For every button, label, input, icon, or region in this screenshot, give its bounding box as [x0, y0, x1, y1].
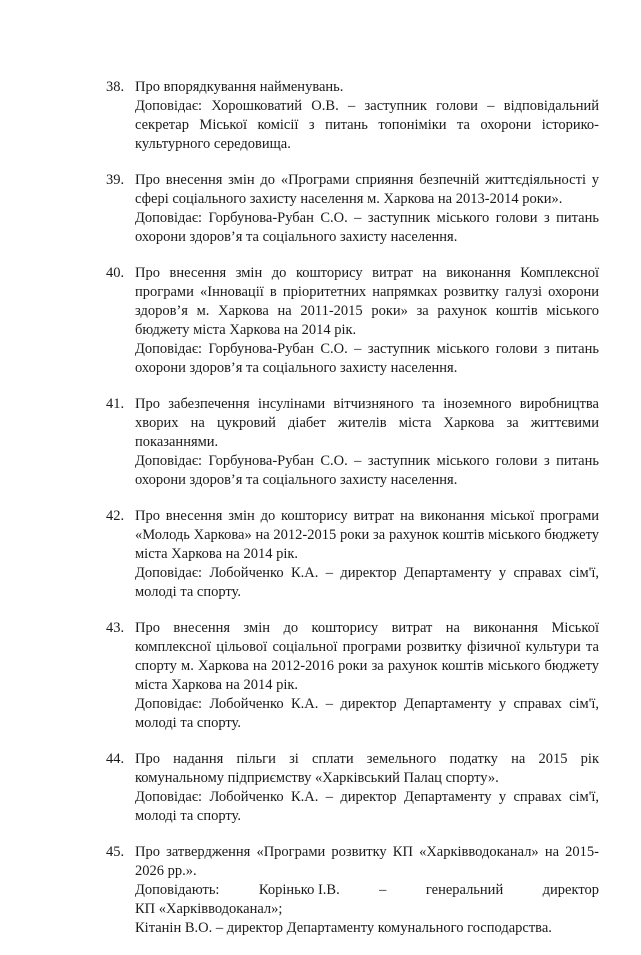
item-title: Про надання пільги зі сплати земельного податку на 2015 рік комунальному підприємству «Харківський Палац спорту». — [135, 751, 599, 786]
item-number: 45. — [106, 844, 125, 860]
speaker1-position-word1: генеральний — [425, 882, 504, 898]
item-number: 43. — [106, 620, 125, 636]
item-number: 41. — [106, 396, 125, 412]
speaker2: Кітанін В.О. – директор Департаменту комунального господарства. — [135, 920, 552, 936]
speaker1-dash: – — [379, 882, 387, 898]
item-number: 39. — [106, 172, 125, 188]
item-speaker: Доповідає: Лобойченко К.А. – директор Департаменту у справах сім'ї, молоді та спорту. — [135, 696, 599, 731]
speaker1-organization: КП «Харківводоканал»; — [135, 901, 283, 917]
agenda-list — [0, 78, 641, 955]
item-title: Про внесення змін до кошторису витрат на виконання міської програми «Молодь Харкова» на 2012-2015 роки за рахунок коштів міського бюджету міста Харкова на 2014 рік. — [135, 508, 599, 562]
agenda-item-39 — [0, 171, 641, 247]
item-number: 40. — [106, 265, 125, 281]
agenda-item-44 — [0, 750, 641, 826]
speaker1-name: Корінько І.В. — [258, 882, 340, 898]
item-number: 44. — [106, 751, 125, 767]
item-speaker: Доповідає: Хорошковатий О.В. – заступник голови – відповідальний секретар Міської комісії з питань топоніміки та охорони історико-культурного середовища. — [135, 98, 599, 152]
item-speaker: Доповідає: Лобойченко К.А. – директор Департаменту у справах сім'ї, молоді та спорту. — [135, 789, 599, 824]
item-title: Про внесення змін до «Програми сприяння безпечній життєдіяльності у сфері соціального захисту населення м. Харкова на 2013-2014 роки». — [135, 172, 599, 207]
agenda-item-42 — [0, 507, 641, 602]
speakers-line — [135, 881, 599, 900]
agenda-item-41 — [0, 395, 641, 490]
item-speaker: Доповідає: Лобойченко К.А. – директор Департаменту у справах сім'ї, молоді та спорту. — [135, 565, 599, 600]
speakers-label: Доповідають: — [135, 882, 220, 898]
speaker1-position-word2: директор — [542, 882, 599, 898]
item-title: Про забезпечення інсулінами вітчизняного та іноземного виробництва хворих на цукровий діабет жителів міста Харкова за життєвими показаннями. — [135, 396, 599, 450]
agenda-item-40 — [0, 264, 641, 378]
item-speaker: Доповідає: Горбунова-Рубан С.О. – заступник міського голови з питань охорони здоров’я та соціального захисту населення. — [135, 453, 599, 488]
agenda-item-45 — [0, 843, 641, 938]
item-speaker: Доповідає: Горбунова-Рубан С.О. – заступник міського голови з питань охорони здоров’я та соціального захисту населення. — [135, 341, 599, 376]
item-number: 38. — [106, 79, 125, 95]
item-number: 42. — [106, 508, 125, 524]
item-title: Про внесення змін до кошторису витрат на виконання Комплексної програми «Інновації в пріоритетних напрямках розвитку галузі охорони здоров’я м. Харкова на 2011-2015 роки» за рахунок коштів міського бюджету міста Харкова на 2014 рік. — [135, 265, 599, 338]
item-title: Про впорядкування найменувань. — [135, 79, 344, 95]
agenda-item-43 — [0, 619, 641, 733]
item-title: Про внесення змін до кошторису витрат на виконання Міської комплексної цільової соціальної програми розвитку фізичної культури та спорту м. Харкова на 2012-2016 роки за рахунок коштів міського бюджету міста Харкова на 2014 рік. — [135, 620, 599, 693]
item-title: Про затвердження «Програми розвитку КП «Харківводоканал» на 2015-2026 рр.». — [135, 844, 599, 879]
agenda-item-38 — [0, 78, 641, 154]
item-speaker: Доповідає: Горбунова-Рубан С.О. – заступник міського голови з питань охорони здоров’я та соціального захисту населення. — [135, 210, 599, 245]
